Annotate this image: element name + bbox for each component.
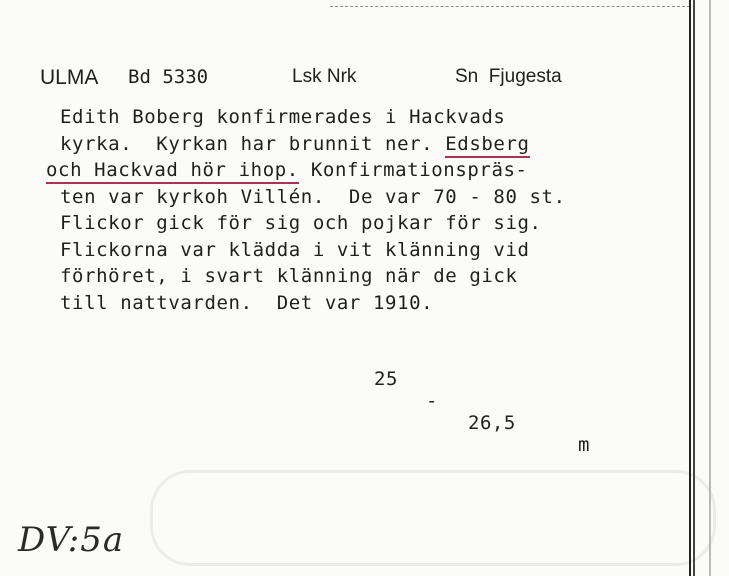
text-segment: Flickor gick för sig och pojkar för sig. [60, 212, 542, 234]
underlined-text: och Hackvad hör ihop. [46, 159, 299, 184]
text-line [60, 263, 680, 290]
parish: Sn Fjugesta [455, 66, 562, 87]
handwritten-archive-mark: DV:5a [18, 520, 125, 560]
card-right-shadow [709, 0, 711, 576]
text-line [46, 157, 680, 184]
text-line [60, 104, 680, 131]
record-number: Bd 5330 [128, 66, 209, 88]
text-line [60, 237, 680, 264]
measurement-from: 25 [374, 368, 398, 390]
district: Lsk Nrk [292, 66, 357, 87]
bleed-through-stamp [150, 470, 716, 566]
text-segment: kyrka. Kyrkan har brunnit ner. [60, 132, 446, 155]
measurement-dash: - [426, 390, 438, 412]
text-line [60, 290, 680, 317]
text-segment: Konfirmationspräs- [298, 159, 528, 181]
text-line [60, 184, 680, 211]
text-line [60, 210, 680, 237]
underlined-text: Edsberg [445, 133, 529, 158]
measurement [374, 346, 590, 478]
measurement-to: 26,5 [468, 412, 516, 434]
text-segment: Flickorna var klädda i vit klänning vid [60, 238, 530, 261]
measurement-unit: m [578, 434, 590, 456]
archive-code: ULMA [40, 66, 99, 89]
text-line [60, 131, 680, 158]
text-segment: till nattvarden. Det var 1910. [60, 291, 434, 314]
record-text [46, 104, 680, 316]
text-segment: förhöret, i svart klänning när de gick [60, 265, 518, 287]
card-top-edge [330, 6, 690, 7]
text-segment: Edith Boberg konfirmerades i Hackvads [60, 106, 506, 128]
card-header [0, 66, 700, 96]
text-segment: ten var kyrkoh Villén. De var 70 - 80 st. [60, 185, 566, 208]
